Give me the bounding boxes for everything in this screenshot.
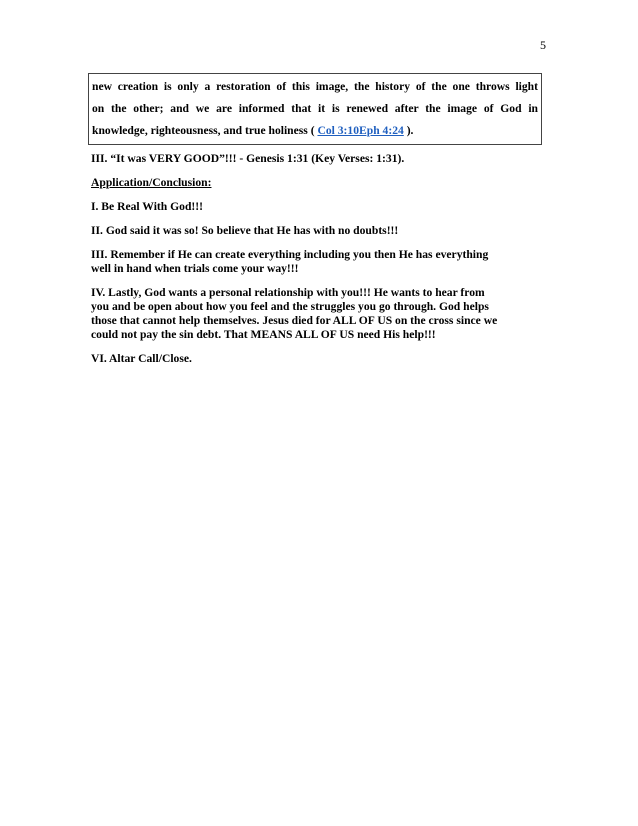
application-heading: Application/Conclusion: xyxy=(91,176,212,189)
quote-line xyxy=(92,120,538,142)
scripture-link-eph[interactable]: Eph 4:24 xyxy=(359,124,404,137)
conclusion-point-6: VI. Altar Call/Close. xyxy=(91,352,192,365)
quote-line-suffix: ). xyxy=(403,124,414,137)
point-line: could not pay the sin debt. That MEANS ALL OF US need His help!!! xyxy=(91,328,436,341)
quote-box xyxy=(88,73,542,145)
scripture-link-col[interactable]: Col 3:10 xyxy=(317,124,360,137)
document-body xyxy=(91,152,543,376)
point-line: III. Remember if He can create everything including you then He has everything xyxy=(91,248,489,261)
point-line: IV. Lastly, God wants a personal relationship with you!!! He wants to hear from xyxy=(91,286,485,299)
quote-line: on the other; and we are informed that it is renewed after the image of God in xyxy=(92,102,538,115)
conclusion-point-3 xyxy=(91,248,543,276)
point-line: those that cannot help themselves. Jesus died for ALL OF US on the cross since we xyxy=(91,314,498,327)
conclusion-point-4 xyxy=(91,286,543,342)
point-line: you and be open about how you feel and the struggles you go through. God helps xyxy=(91,300,489,313)
conclusion-point-2: II. God said it was so! So believe that He has with no doubts!!! xyxy=(91,224,399,237)
section-heading: III. “It was VERY GOOD”!!! - Genesis 1:31 (Key Verses: 1:31). xyxy=(91,152,405,165)
quote-line: new creation is only a restoration of this image, the history of the one throws light xyxy=(92,80,538,93)
point-line: well in hand when trials come your way!!! xyxy=(91,262,299,275)
conclusion-point-1: I. Be Real With God!!! xyxy=(91,200,203,213)
quote-line-prefix: knowledge, righteousness, and true holiness ( xyxy=(92,124,318,137)
page-number: 5 xyxy=(540,38,546,52)
